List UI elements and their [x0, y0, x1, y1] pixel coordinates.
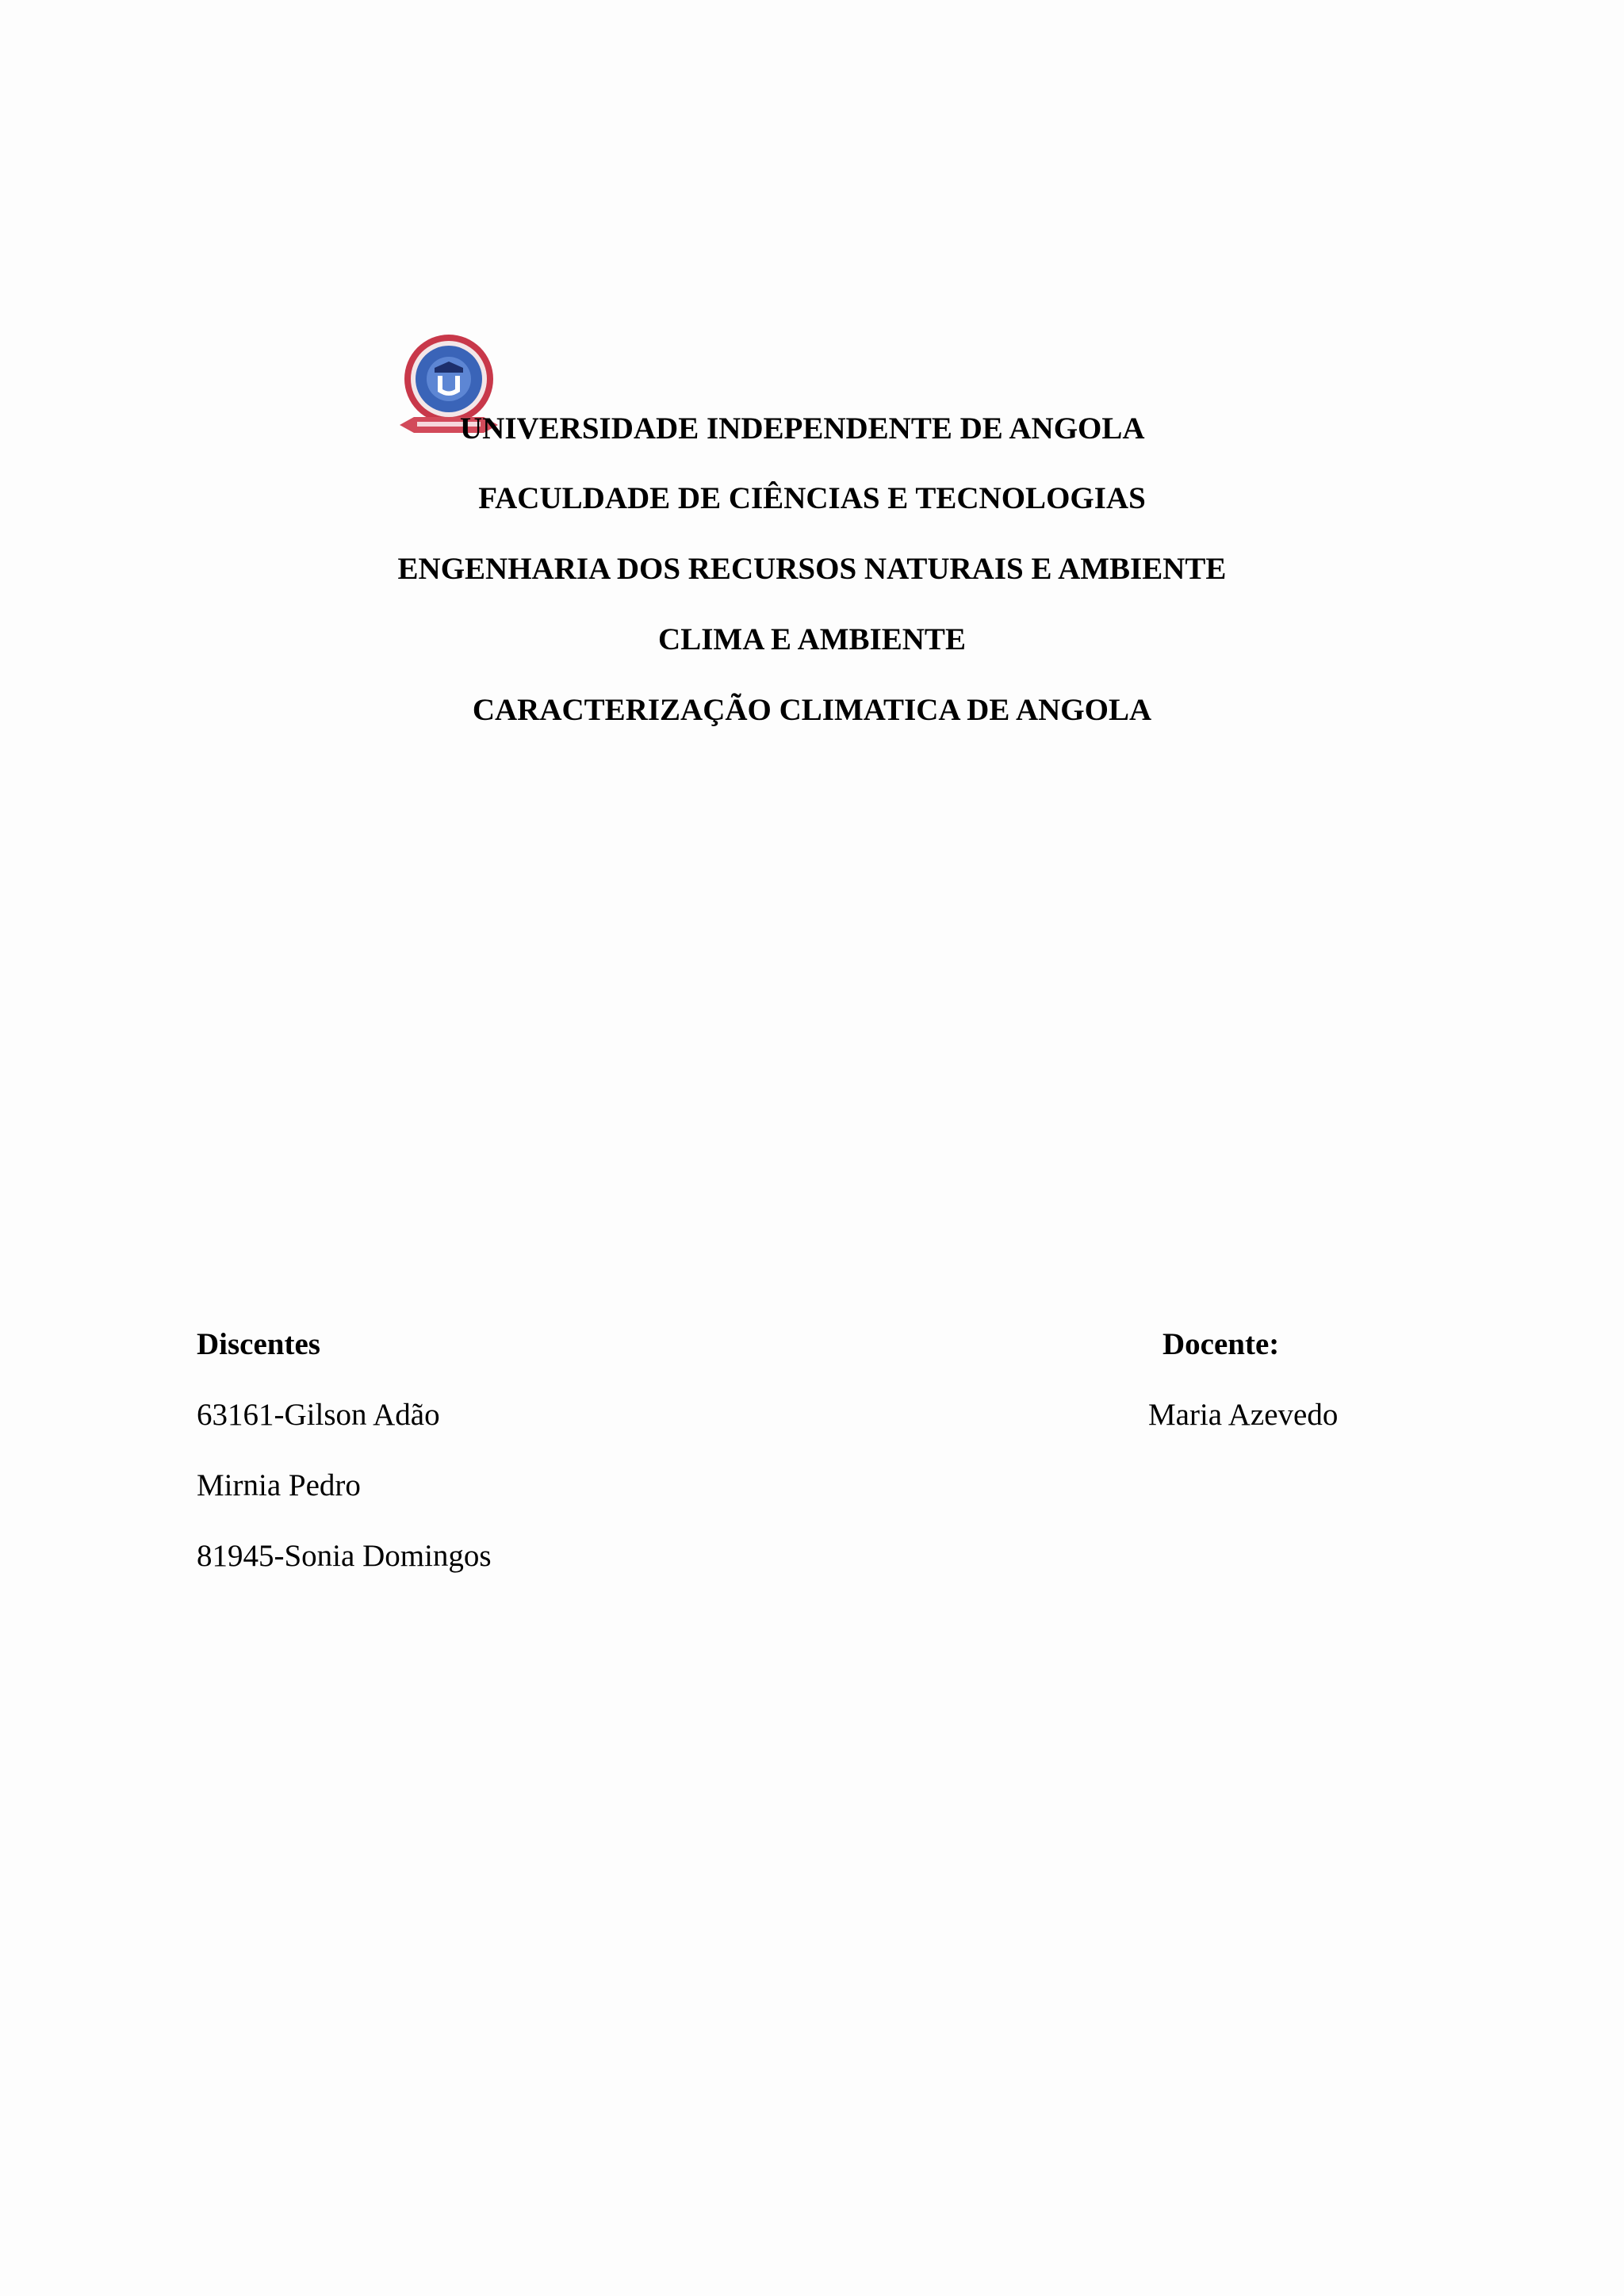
teacher-label: Docente: — [1162, 1327, 1280, 1361]
university-name: UNIVERSIDADE INDEPENDENTE DE ANGOLA — [460, 411, 1145, 446]
student-name: 63161-Gilson Adão — [197, 1398, 440, 1432]
course-name: ENGENHARIA DOS RECURSOS NATURAIS E AMBIENTE — [397, 552, 1227, 586]
students-label: Discentes — [197, 1327, 320, 1361]
subject-name: CLIMA E AMBIENTE — [658, 622, 966, 656]
document-title: CARACTERIZAÇÃO CLIMATICA DE ANGOLA — [472, 693, 1152, 727]
teacher-name: Maria Azevedo — [1148, 1398, 1339, 1432]
faculty-name: FACULDADE DE CIÊNCIAS E TECNOLOGIAS — [478, 481, 1146, 515]
student-name: Mirnia Pedro — [197, 1468, 361, 1502]
student-name: 81945-Sonia Domingos — [197, 1539, 492, 1573]
